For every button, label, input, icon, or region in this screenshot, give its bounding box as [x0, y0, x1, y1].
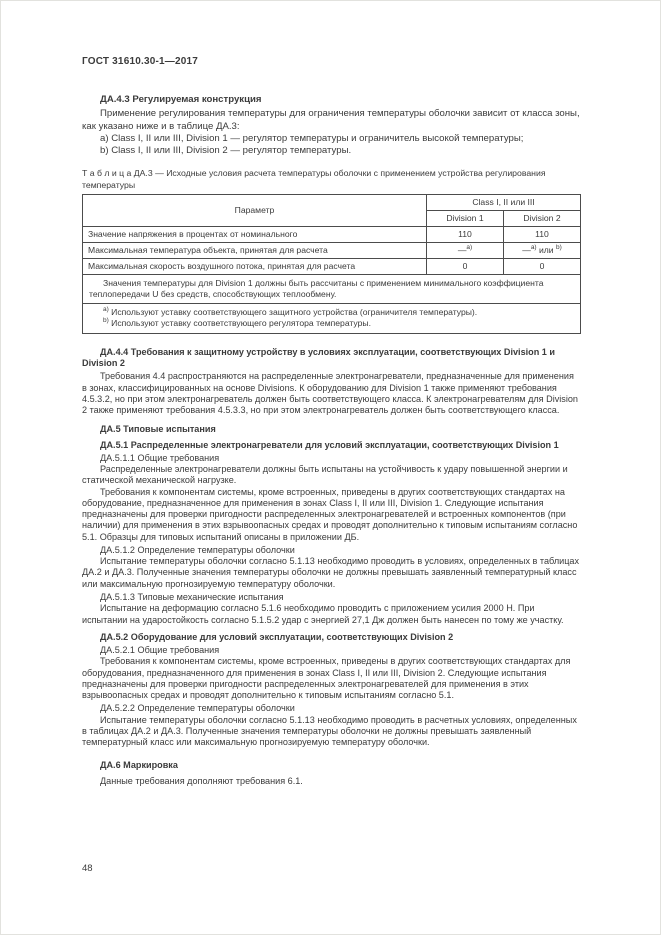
cell-div1-value — [427, 242, 504, 258]
paragraph-da522-1: Испытание температуры оболочки согласно 5.1.13 необходимо проводить в расчетных условиях, определенных в таблицах ДА.2 и ДА.3. Полученные значения температуры оболочки не должны превышать заявленный температурный класс или максимальную прогнозируемую температуру оболочки. — [82, 714, 577, 748]
subheading-da522: ДА.5.2.2 Определение температуры оболочки — [100, 703, 295, 714]
list-item-a: a) Class I, II или III, Division 1 — регулятор температуры и ограничитель высокой температуры; — [100, 132, 524, 144]
footnote-marker-a: а) — [466, 244, 473, 252]
paragraph-da43-1: Применение регулирования температуры для ограничения температуры оболочки зависит от класса зоны, как указано ниже и в таблице ДА.3: — [82, 108, 580, 132]
section-da51 — [82, 440, 581, 626]
cell-div2-value: 0 — [504, 258, 581, 274]
subheading-da511: ДА.5.1.1 Общие требования — [100, 452, 220, 463]
table-footnote-b-text: Используют уставку соответствующего регулятора температуры. — [108, 317, 371, 328]
cell-div1-value: 0 — [427, 258, 504, 274]
list-item-b: b) Class I, II или III, Division 2 — регулятор температуры. — [100, 145, 352, 157]
table-header-row-1 — [83, 195, 581, 211]
cell-param: Максимальная скорость воздушного потока, принятая для расчета — [83, 258, 427, 274]
paragraph-da44-1: Требования 4.4 распространяются на распределенные электронагреватели, предназначенные для применения в зонах, классифицированных на основе Divisions. К оборудованию для Division 1 также применяют требования 4.5.3.2, но при этом электронагреватель должен быть соответствующего класса. К электронагревателям для Division 2 также применяют требования 4.5.3.3, но при этом электронагреватель должен быть соответствующего класса. — [82, 371, 578, 416]
cell-div1-value: 110 — [427, 226, 504, 242]
paragraph-da513-1: Испытание на деформацию согласно 5.1.6 необходимо проводить с приложением усилия 2000 Н. При испытании на ударостойкость согласно 5.1.5.2 удар с энергией 27,1 Дж должен быть нанесен по тому же участку. — [82, 603, 564, 625]
cell-div2-value — [504, 242, 581, 258]
heading-da5: ДА.5 Типовые испытания — [100, 424, 216, 435]
cell-div2-value: 110 — [504, 226, 581, 242]
paragraph-da512-1: Испытание температуры оболочки согласно 5.1.13 необходимо проводить в условиях, определенных в таблицах ДА.2 и ДА.3. Полученные значения температуры оболочки не должны превышать заявленный температурный класс или максимальную прогнозируемую температуру оболочки. — [82, 556, 580, 589]
page-content — [82, 94, 581, 787]
paragraph-da521-1: Требования к компонентам системы, кроме встроенных, приведены в других соответствующих стандартах для оборудования, предназначенного для применения в зонах Class I, II или III, Division 2. Следующие испытания предназначены для проверки пригодности распределенных электронагревателей для применения в этих взрывоопасных средах и проводят дополнительно к типовым испытаниям согласно 5.1. — [82, 656, 571, 701]
table-note-row — [83, 274, 581, 303]
table-header — [83, 195, 581, 226]
col-header-param: Параметр — [83, 195, 427, 226]
footnote-marker-a: а) — [530, 244, 537, 252]
footnote-marker-b: b) — [555, 244, 562, 252]
table-footnotes-cell — [83, 304, 581, 333]
heading-da44: ДА.4.4 Требования к защитному устройству в условиях эксплуатации, соответствующих Division 1 и Division 2 — [82, 346, 555, 368]
subheading-da521: ДА.5.2.1 Общие требования — [100, 645, 220, 656]
table-caption-text: Исходные условия расчета температуры оболочки с применением устройства регулирования температуры — [82, 168, 546, 190]
table-footnote-b — [89, 318, 574, 329]
paragraph-da511-1: Распределенные электронагреватели должны быть испытаны на устойчивость к удару повышенной энергии и статической механической нагрузке. — [82, 464, 568, 486]
heading-da51: ДА.5.1 Распределенные электронагреватели для условий эксплуатации, соответствующих Division 1 — [100, 439, 559, 450]
table-row — [83, 242, 581, 258]
table-footnote-a — [89, 307, 574, 318]
dash: — — [522, 244, 531, 255]
heading-da52: ДА.5.2 Оборудование для условий эксплуатации, соответствующих Division 2 — [100, 631, 454, 642]
section-da52 — [82, 632, 581, 749]
cell-param: Значение напряжения в процентах от номинального — [83, 226, 427, 242]
table-row — [83, 258, 581, 274]
paragraph-da6-1: Данные требования дополняют требования 6.1. — [100, 775, 303, 786]
heading-da6: ДА.6 Маркировка — [100, 760, 178, 771]
footnote-marker-a: а) — [103, 306, 109, 314]
section-da6 — [82, 760, 581, 787]
subheading-da512: ДА.5.1.2 Определение температуры оболочки — [100, 544, 295, 555]
table-footnote-a-text: Используют уставку соответствующего защитного устройства (ограничителя температуры). — [108, 307, 478, 318]
col-header-class-group: Class I, II или III — [427, 195, 581, 211]
footnote-marker-b: b) — [103, 317, 109, 325]
cell-conjunction: или — [536, 244, 556, 255]
table-footnotes-row — [83, 304, 581, 333]
table-da3 — [82, 194, 581, 333]
col-header-division2: Division 2 — [504, 211, 581, 227]
paragraph-da511-2: Требования к компонентам системы, кроме встроенных, приведены в других соответствующих стандартах на оборудование, предназначенное для применения в зонах Class I, II или III, Division 1. Следующие испытания предназначены для проверки пригодности распределенных электронагревателей и встроенных компонентов (при наличии) для применения в этих взрывоопасных средах и проводят дополнительно к типовым испытаниям согласно 5.1. Образцы для типовых испытаний описаны в приложении ДБ. — [82, 486, 578, 542]
table-note-text: Значения температуры для Division 1 должны быть рассчитаны с применением минимального коэффициента теплопередачи U без средств, способствующих теплообмену. — [89, 277, 544, 299]
subheading-da513: ДА.5.1.3 Типовые механические испытания — [100, 592, 284, 603]
table-caption-label: Т а б л и ц а ДА.3 — — [82, 168, 167, 179]
section-da5 — [82, 424, 581, 435]
table-row — [83, 226, 581, 242]
dash: — — [457, 244, 467, 255]
table-caption — [82, 168, 581, 191]
col-header-division1: Division 1 — [427, 211, 504, 227]
table-note-cell — [83, 274, 581, 303]
cell-param: Максимальная температура объекта, принятая для расчета — [83, 242, 427, 258]
heading-da43: ДА.4.3 Регулируемая конструкция — [100, 94, 262, 105]
section-da44 — [82, 347, 581, 417]
section-da43 — [82, 94, 581, 157]
doc-number: ГОСТ 31610.30-1—2017 — [82, 56, 199, 67]
page-number: 48 — [82, 863, 93, 874]
